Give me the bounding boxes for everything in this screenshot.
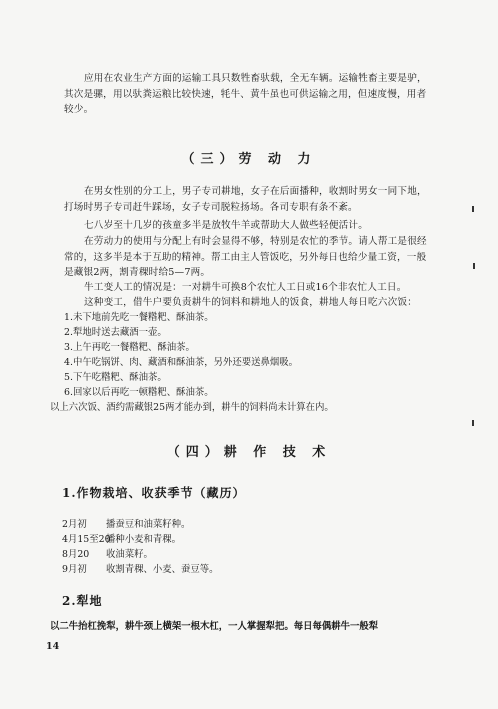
subsection-title-seasons: 1.作物栽培、收获季节（藏历） <box>62 486 246 500</box>
calendar-date: 4月15至20 <box>62 534 111 545</box>
paragraph-labor-division: 在男女性别的分工上，男子专司耕地，女子在后面播种，收割时男女一同下地，打场时男子专司赶牛踩场，女子专司脱粒扬场。各司专职有条不紊。 <box>64 186 427 213</box>
calendar-task: 收油菜籽。 <box>106 549 153 560</box>
meal-item: 1.未下地前先吃一餐糌粑、酥油茶。 <box>64 312 214 323</box>
paragraph-ox-labor: 牛工变人工的情况是：一对耕牛可换8个农忙人工日或16个非农忙人工日。 <box>84 282 407 293</box>
meal-item: 5.下午吃糌粑、酥油茶。 <box>64 372 167 383</box>
paragraph-children: 七八岁至十几岁的孩童多半是放牧牛羊或帮助大人做些轻便活计。 <box>84 220 369 231</box>
calendar-date: 2月初 <box>62 519 87 530</box>
page-number: 14 <box>46 641 60 652</box>
calendar-row <box>62 533 181 547</box>
paragraph-labor-shortage: 在劳动力的使用与分配上有时会显得不够，特别是农忙的季节。请人帮工是很经常的，这多半是本于互助的精神。帮工由主人管饭吃，另外每日也给少量工资，一般是藏银2两，割青稞时给5—7两。 <box>64 236 427 278</box>
paragraph-exchange: 这种变工，借牛户要负责耕牛的饲料和耕地人的饭食，耕地人每日吃六次饭： <box>84 297 417 308</box>
calendar-date: 8月20 <box>62 549 90 560</box>
section-title-labor: （三）劳 动 力 <box>181 152 317 167</box>
scan-mark <box>473 263 475 269</box>
calendar-date: 9月初 <box>62 564 87 575</box>
calendar-task: 播蚕豆和油菜籽种。 <box>106 519 191 530</box>
calendar-row <box>62 563 219 577</box>
paragraph-transport: 应用在农业生产方面的运输工具只数牲畜驮载，全无车辆。运输牲畜主要是驴，其次是骡，用以驮粪运粮比较快速，牦牛、黄牛虽也可供运输之用，但速度慢，用者较少。 <box>64 73 427 115</box>
calendar-row <box>62 518 190 532</box>
scan-mark <box>472 420 474 426</box>
meal-item: 2.犁地时送去藏酒一壶。 <box>64 327 167 338</box>
calendar-task: 播种小麦和青稞。 <box>106 534 182 545</box>
subsection-title-plough: 2.犁地 <box>62 594 103 608</box>
meals-summary: 以上六次饭、酒约需藏银25两才能办到，耕牛的饲料尚未计算在内。 <box>50 402 334 413</box>
meal-item: 3.上午再吃一餐糌粑、酥油茶。 <box>64 342 195 353</box>
calendar-row <box>62 548 153 562</box>
paragraph-plough: 以二牛抬杠挽犁，耕牛颈上横架一根木杠，一人掌握犁把。每日每偶耕牛一般犁 <box>50 621 379 632</box>
meal-item: 4.中午吃锅饼、肉、藏酒和酥油茶，另外还要送鼻烟吸。 <box>64 357 298 368</box>
calendar-task: 收割青稞、小麦、蚕豆等。 <box>106 564 219 575</box>
scan-mark <box>472 206 474 212</box>
meal-item: 6.回家以后再吃一顿糌粑、酥油茶。 <box>64 387 214 398</box>
section-title-farming: （四）耕 作 技 术 <box>166 445 332 460</box>
